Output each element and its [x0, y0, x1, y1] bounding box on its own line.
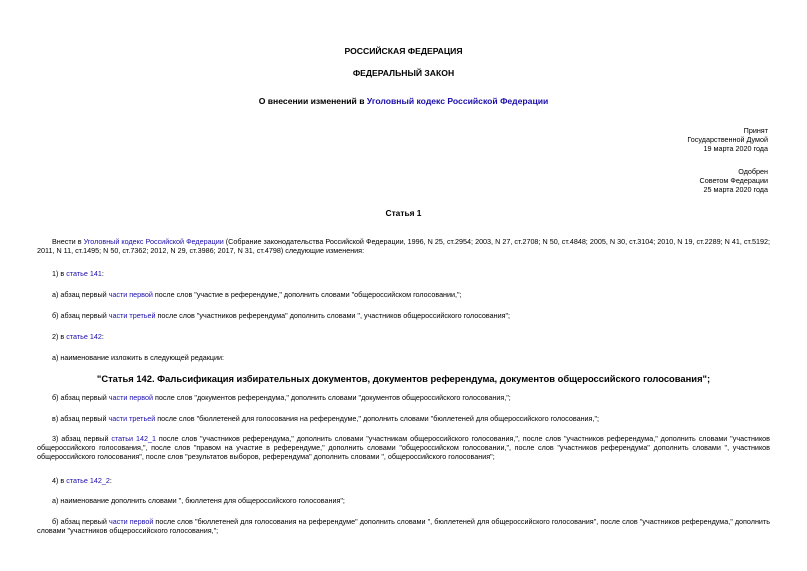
item-2c-post: после слов "бюллетеней для голосования на референдуме," дополнить словами "бюллетеней для общероссийского голосования,"; [155, 414, 599, 423]
law-title-prefix: О внесении изменений в [258, 96, 367, 106]
item-1 [37, 269, 770, 278]
item-2b-pre: б) абзац первый [52, 393, 109, 402]
item-4b-pre: б) абзац первый [52, 517, 109, 526]
intro-post: (Собрание законодательства Российской Федерации, 1996, N 25, ст.2954; 2003, N 27, ст.2708; N 50, ст.4848; 2005, N 30, ст.3104; 2010, N 19, ст.2289; N 41, ст.5192; 2011, N 11, ст.1495; N 50, ст.7362; 2012, N 29, ст.3986; 2017, N 31, ст.4798) следующие изменения: [37, 237, 771, 255]
item-4a: а) наименование дополнить словами ", бюллетеня для общероссийского голосования"; [52, 496, 345, 505]
article-141-link[interactable]: статье 141 [66, 269, 102, 278]
item-2 [37, 332, 770, 341]
item-1a-pre: а) абзац первый [52, 290, 109, 299]
item-4b-post: после слов "бюллетеней для голосования на референдуме" дополнить словами ", бюллетеней для общероссийского голосования", после слов "участников референдума," дополнить словами "участников общероссийского голосования,"; [37, 517, 770, 535]
intro-pre: Внести в [52, 237, 84, 246]
item-2a: а) наименование изложить в следующей редакции: [52, 353, 225, 362]
approved-block [568, 167, 768, 194]
adopted-date: 19 марта 2020 года [703, 144, 768, 153]
part-one-link-2[interactable]: части первой [108, 393, 154, 402]
item-4-post: : [109, 476, 112, 485]
item-1b [37, 311, 770, 320]
article-142-1-link[interactable]: статьи 142_1 [111, 434, 156, 443]
law-type-heading: ФЕДЕРАЛЬНЫЙ ЗАКОН [352, 68, 455, 78]
item-2c [37, 414, 770, 423]
item-2b [37, 393, 770, 402]
item-4 [37, 476, 770, 485]
item-2-pre: 2) в [52, 332, 67, 341]
item-2-post: : [101, 332, 104, 341]
item-4b [37, 517, 770, 535]
item-2b-post: после слов "документов референдума," дополнить словами "документов общероссийского голосования,"; [153, 393, 511, 402]
item-1-pre: 1) в [52, 269, 67, 278]
criminal-code-link[interactable]: Уголовный кодекс Российской Федерации [366, 96, 549, 106]
approved-date: 25 марта 2020 года [703, 185, 768, 194]
adopted-by: Государственной Думой [687, 135, 768, 144]
item-4-pre: 4) в [52, 476, 67, 485]
law-title [0, 96, 807, 107]
item-2c-pre: в) абзац первый [52, 414, 109, 423]
part-three-link-2[interactable]: части третьей [108, 414, 156, 423]
intro-code-link[interactable]: Уголовный кодекс Российской Федерации [83, 237, 224, 246]
item-1a-post: после слов "участие в референдуме," дополнить словами "общероссийском голосовании,"; [152, 290, 462, 299]
item-3-post: после слов "участников референдума," дополнить словами "участникам общероссийского голосования,", после слов "участников референдума," дополнить словами "участников общероссийского голосования,", после слов "правом на участие в референдуме," дополнить словами "общероссийском голосовании,", после слов "участников референдума" дополнить словами ", участников общероссийского голосования", после слов "результатов выборов, референдума" дополнить словами ", общероссийского голосования"; [37, 434, 770, 461]
item-1-post: : [101, 269, 104, 278]
item-3 [37, 434, 770, 461]
part-three-link[interactable]: части третьей [108, 311, 156, 320]
approved-by: Советом Федерации [699, 176, 768, 185]
part-one-link-3[interactable]: части первой [109, 517, 154, 526]
intro-paragraph [37, 237, 770, 255]
adopted-block [568, 126, 768, 153]
item-1b-post: после слов "участников референдума" дополнить словами ", участников общероссийского голосования"; [155, 311, 511, 320]
part-one-link[interactable]: части первой [108, 290, 153, 299]
approved-line: Одобрен [738, 167, 768, 176]
item-1a [37, 290, 770, 299]
article-142-link[interactable]: статье 142 [66, 332, 102, 341]
article-1-title: Статья 1 [385, 208, 422, 218]
article-142-2-link[interactable]: статье 142_2 [66, 476, 110, 485]
country-heading: РОССИЙСКАЯ ФЕДЕРАЦИЯ [344, 46, 463, 56]
article-142-new-title: "Статья 142. Фальсификация избирательных документов, документов референдума, документов общероссийского голосования"; [96, 373, 711, 384]
adopted-line: Принят [743, 126, 768, 135]
item-1b-pre: б) абзац первый [52, 311, 109, 320]
item-3-pre: 3) абзац первый [52, 434, 112, 443]
